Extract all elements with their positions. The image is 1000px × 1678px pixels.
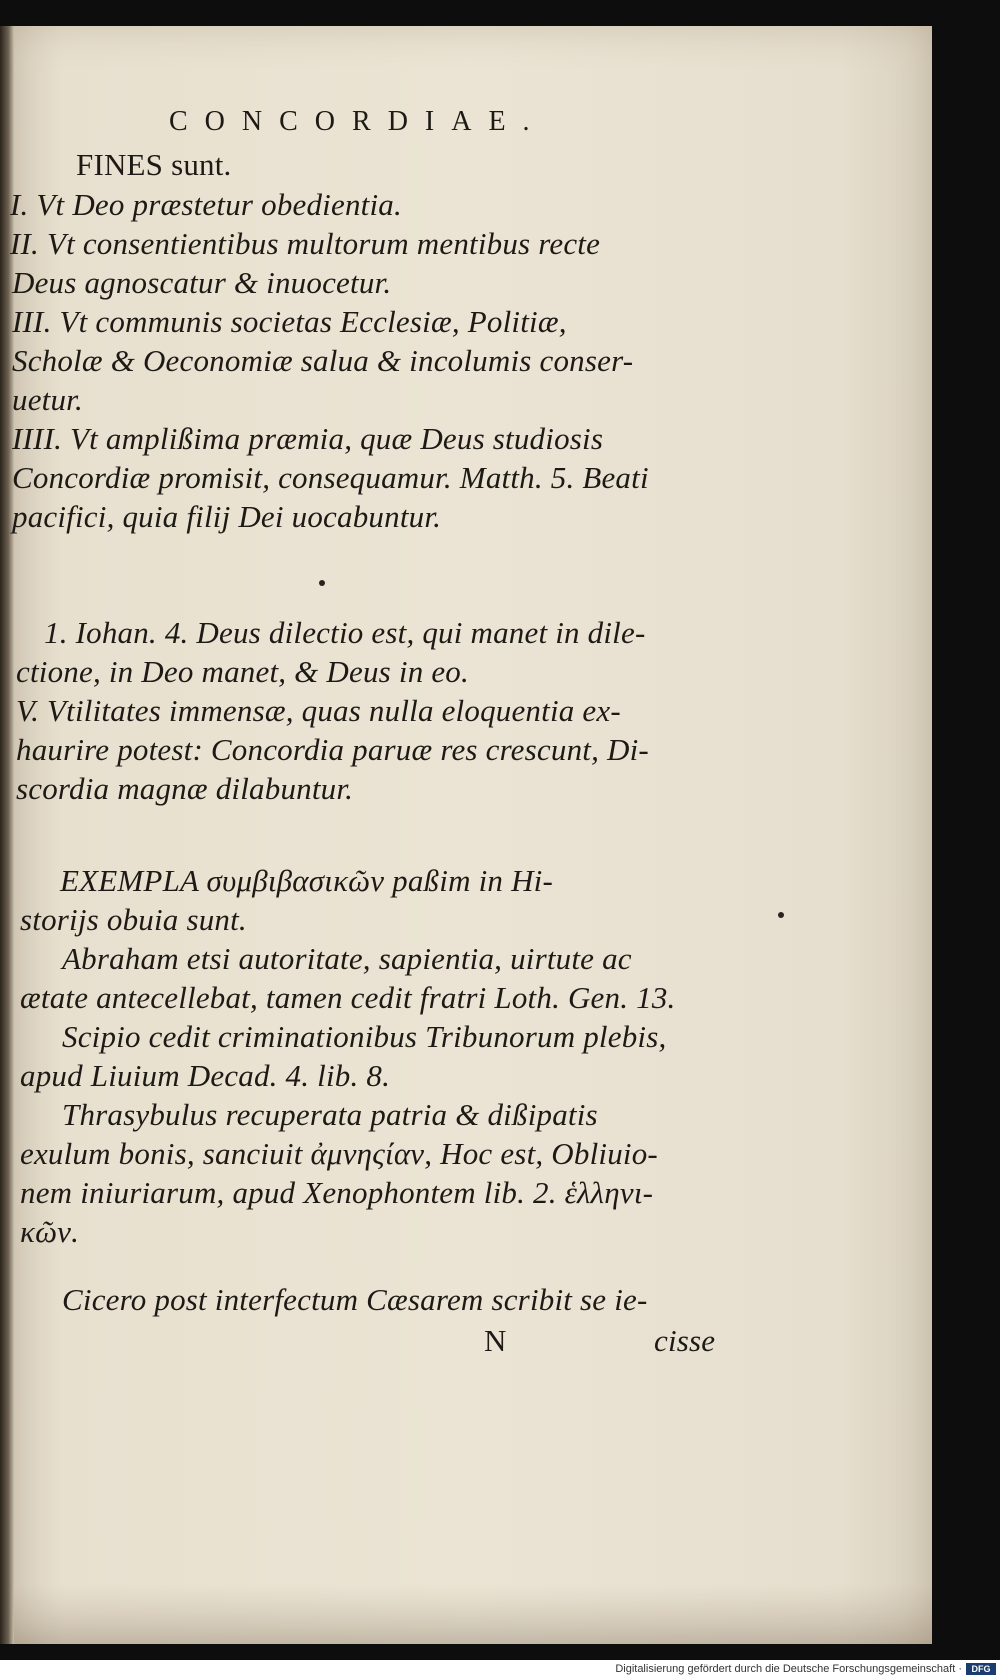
text-line: EXEMPLA συμβιβασικῶν paßim in Hi- [60,863,553,898]
dfg-logo: DFG [966,1663,996,1675]
text-line: uetur. [12,382,83,417]
ink-spot [778,912,784,918]
catchword: cisse [654,1323,716,1358]
text-line: storijs obuia sunt. [20,902,247,937]
text-line: Scipio cedit criminationibus Tribunorum plebis, [62,1019,667,1054]
text-line: FINES sunt. [76,147,232,182]
text-line: nem iniuriarum, apud Xenophontem lib. 2. ἑλληνι- [20,1175,654,1210]
text-line: IIII. Vt amplißima præmia, quæ Deus studiosis [12,421,604,456]
text-line: I. Vt Deo præstetur obedientia. [10,187,402,222]
text-line: II. Vt consentientibus multorum mentibus recte [10,226,601,261]
running-header: CONCORDIAE. [169,106,547,137]
text-line: Thrasybulus recuperata patria & dißipatis [62,1097,598,1132]
text-line: apud Liuium Decad. 4. lib. 8. [20,1058,391,1093]
text-line: exulum bonis, sanciuit ἀμνηςίαν, Hoc est, Obliuio- [20,1136,658,1171]
digitization-footer [0,1660,1000,1678]
text-line: Scholæ & Oeconomiæ salua & incolumis conser- [12,343,634,378]
text-line: scordia magnæ dilabuntur. [16,771,354,806]
text-line: ctione, in Deo manet, & Deus in eo. [16,654,469,689]
text-line: haurire potest: Concordia paruæ res crescunt, Di- [16,732,649,767]
text-line: 1. Iohan. 4. Deus dilectio est, qui manet in dile- [44,615,646,650]
footer-credit: Digitalisierung gefördert durch die Deutsche Forschungsgemeinschaft · [615,1663,962,1675]
text-line: pacifici, quia filij Dei uocabuntur. [12,499,442,534]
signature-mark: N [484,1323,507,1358]
ink-spot [319,580,325,586]
text-line: Deus agnoscatur & inuocetur. [12,265,392,300]
text-line: Abraham etsi autoritate, sapientia, uirtute ac [62,941,632,976]
text-line: Cicero post interfectum Cæsarem scribit se ie- [62,1282,648,1317]
text-line: Concordiæ promisit, consequamur. Matth. 5. Beati [12,460,649,495]
text-line: ætate antecellebat, tamen cedit fratri Loth. Gen. 13. [20,980,676,1015]
text-line: κῶν. [20,1214,80,1249]
text-line: V. Vtilitates immensæ, quas nulla eloquentia ex- [16,693,621,728]
text-line: III. Vt communis societas Ecclesiæ, Politiæ, [12,304,567,339]
